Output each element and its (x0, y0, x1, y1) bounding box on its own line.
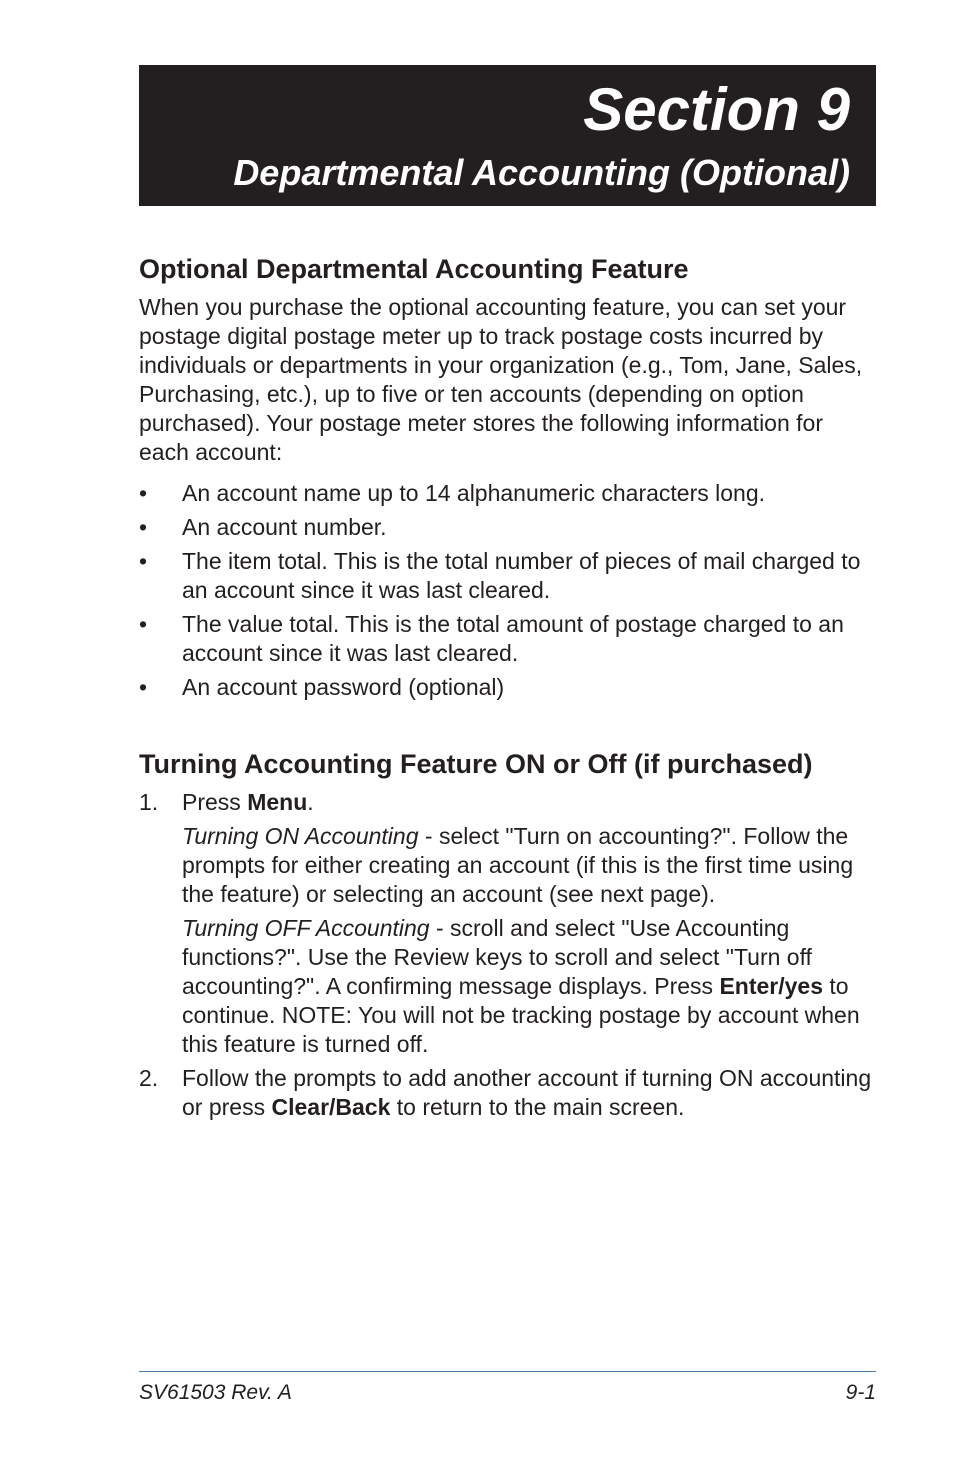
section-banner (139, 65, 876, 206)
list-item (139, 610, 879, 668)
list-item (139, 673, 879, 702)
step-1-instruction: Press Menu. (182, 789, 314, 815)
enter-key-label: Enter/yes (719, 973, 823, 999)
footer-doc-id: SV61503 Rev. A (139, 1381, 292, 1404)
list-item (139, 547, 879, 605)
list-item-text: An account name up to 14 alphanumeric characters long. (182, 480, 766, 506)
section-title: Departmental Accounting (Optional) (233, 152, 850, 193)
footer-page-number: 9-1 (845, 1381, 876, 1404)
bullet-icon: • (139, 674, 148, 700)
clear-back-key-label: Clear/Back (271, 1094, 391, 1120)
list-item (139, 513, 879, 542)
menu-key-label: Menu (247, 789, 308, 815)
step-1 (139, 788, 879, 1059)
turning-off-paragraph: Turning OFF Accounting - scroll and select "Use Accounting functions?". Use the Review keys to scroll and select "Turn off accounting?". A confirming message displays. Press Enter/yes to continue. NOTE: You will not be tracking postage by account when this feature is turned off. (182, 915, 860, 1057)
heading-optional-accounting: Optional Departmental Accounting Feature (139, 254, 689, 284)
bullet-icon: • (139, 548, 148, 574)
turning-on-paragraph: Turning ON Accounting - select "Turn on accounting?". Follow the prompts for either creating an account (if this is the first time using the feature) or selecting an account (see next page). (182, 823, 854, 907)
list-item-text: An account password (optional) (182, 674, 505, 700)
step-number: 2. (139, 1065, 159, 1091)
bullet-icon: • (139, 611, 148, 637)
section-number: Section 9 (583, 76, 850, 143)
page-content (139, 251, 879, 1127)
list-item-text: The value total. This is the total amount of postage charged to an account since it was last cleared. (182, 611, 844, 666)
heading-turning-accounting: Turning Accounting Feature ON or Off (if purchased) (139, 749, 813, 779)
step-2-instruction: Follow the prompts to add another account if turning ON accounting or press Clear/Back to return to the main screen. (182, 1065, 872, 1120)
bullet-icon: • (139, 514, 148, 540)
list-item-text: An account number. (182, 514, 387, 540)
footer-divider (139, 1371, 876, 1372)
list-item (139, 479, 879, 508)
steps-list (139, 788, 879, 1122)
account-info-list (139, 479, 879, 702)
bullet-icon: • (139, 480, 148, 506)
step-2 (139, 1064, 879, 1122)
intro-paragraph: When you purchase the optional accounting feature, you can set your postage digital postage meter up to track postage costs incurred by individuals or departments in your organization (e.g., Tom, Jane, Sales, Purchasing, etc.), up to five or ten accounts (depending on option purchased). Your postage meter stores the following information for each account: (139, 294, 863, 465)
list-item-text: The item total. This is the total number of pieces of mail charged to an account since it was last cleared. (182, 548, 861, 603)
step-number: 1. (139, 789, 159, 815)
